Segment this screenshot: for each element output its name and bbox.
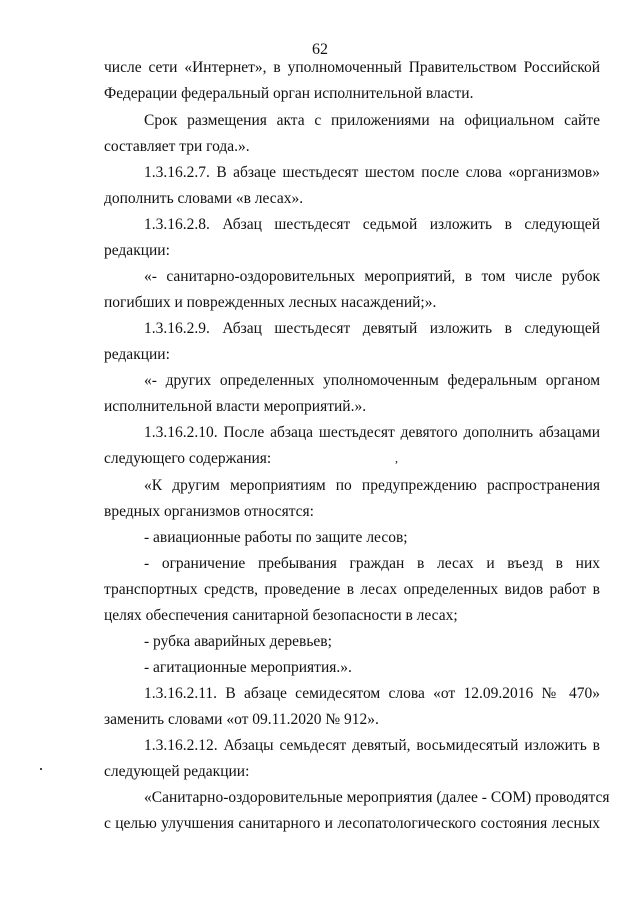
text-line: - авиационные работы по защите лесов; bbox=[144, 529, 408, 546]
text-line: «- других определенных уполномоченным федеральным органом bbox=[144, 372, 600, 389]
text-line: заменить словами «от 09.11.2020 № 912». bbox=[104, 711, 379, 728]
text-line: редакции: bbox=[104, 242, 170, 259]
text-line: «Санитарно-оздоровительные мероприятия (далее - СОМ) проводятся bbox=[144, 789, 610, 806]
text-line: транспортных средств, проведение в лесах определенных видов работ в bbox=[104, 581, 600, 598]
text-line: исполнительной власти мероприятий.». bbox=[104, 398, 367, 415]
text-line: 1.3.16.2.10. После абзаца шестьдесят девятого дополнить абзацами bbox=[144, 424, 600, 441]
text-line: вредных организмов относятся: bbox=[104, 503, 314, 520]
text-line: 1.3.16.2.9. Абзац шестьдесят девятый изложить в следующей bbox=[144, 320, 600, 337]
text-line: - рубка аварийных деревьев; bbox=[144, 633, 332, 650]
text-line: «К другим мероприятиям по предупреждению распространения bbox=[144, 477, 600, 494]
text-line: следующей редакции: bbox=[104, 763, 250, 780]
text-line: погибших и поврежденных лесных насаждений;». bbox=[104, 294, 437, 311]
text-line: составляет три года.». bbox=[104, 138, 250, 155]
page-number: 62 bbox=[312, 41, 328, 58]
text-line: следующего содержания: bbox=[104, 450, 272, 467]
text-line: - ограничение пребывания граждан в лесах и въезд в них bbox=[144, 555, 600, 572]
text-line: числе сети «Интернет», в уполномоченный Правительством Российской bbox=[104, 59, 600, 76]
text-line: Федерации федеральный орган исполнительной власти. bbox=[104, 85, 474, 102]
scan-speck bbox=[40, 768, 42, 770]
text-line: - агитационные мероприятия.». bbox=[144, 659, 352, 676]
text-line: целях обеспечения санитарной безопасности в лесах; bbox=[104, 607, 458, 624]
scan-speck: , bbox=[395, 451, 398, 465]
text-line: 1.3.16.2.7. В абзаце шестьдесят шестом после слова «организмов» bbox=[144, 164, 600, 181]
text-line: редакции: bbox=[104, 346, 170, 363]
text-line: «- санитарно-оздоровительных мероприятий, в том числе рубок bbox=[144, 268, 600, 285]
text-line: 1.3.16.2.12. Абзацы семьдесят девятый, восьмидесятый изложить в bbox=[144, 737, 600, 754]
text-line: 1.3.16.2.8. Абзац шестьдесят седьмой изложить в следующей bbox=[144, 216, 600, 233]
text-line: Срок размещения акта с приложениями на официальном сайте bbox=[144, 112, 600, 129]
text-line: с целью улучшения санитарного и лесопатологического состояния лесных bbox=[104, 815, 600, 832]
text-line: дополнить словами «в лесах». bbox=[104, 190, 304, 207]
text-line: 1.3.16.2.11. В абзаце семидесятом слова «от 12.09.2016 № 470» bbox=[144, 685, 600, 702]
